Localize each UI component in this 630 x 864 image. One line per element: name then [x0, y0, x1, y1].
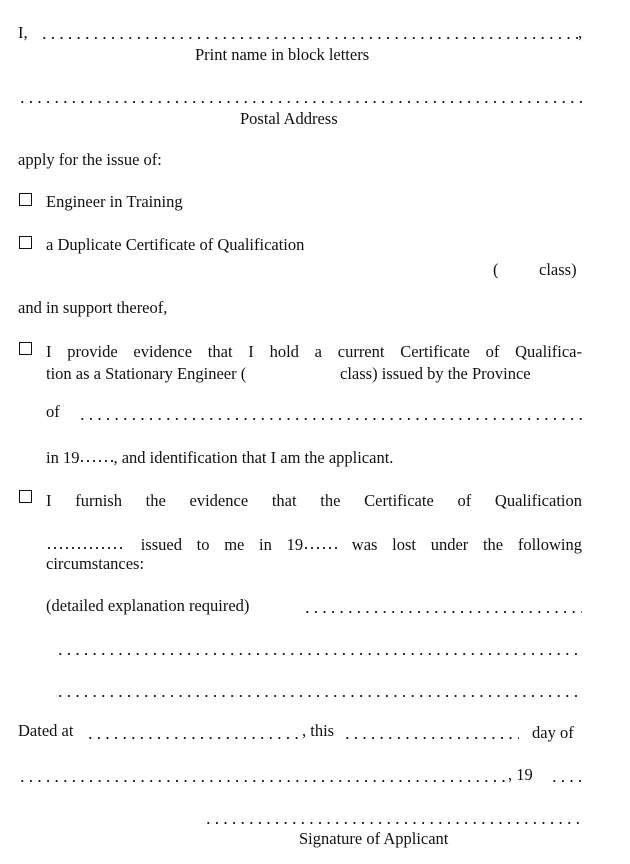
year-19-label: , 19 — [508, 765, 533, 784]
postal-address-field[interactable] — [18, 100, 582, 104]
duplicate-certificate-checkbox[interactable] — [19, 236, 32, 249]
evidence-current-line1: I provide evidence that I hold a current Certificate of Qualifica- — [46, 342, 582, 361]
explanation-label: (detailed explanation required) — [46, 596, 250, 615]
lost-under-text: was lost under the following — [351, 535, 582, 554]
signature-year-field[interactable] — [550, 779, 582, 783]
applicant-prefix: I, — [18, 23, 28, 42]
this-label: , this — [302, 721, 335, 740]
circumstances-label: circumstances: — [46, 554, 145, 573]
class-paren-open: ( — [493, 260, 499, 279]
province-label: of — [46, 402, 60, 421]
signature-field[interactable] — [204, 821, 582, 825]
name-field-end: , — [578, 23, 583, 42]
day-field[interactable] — [343, 736, 519, 740]
lost-issued-text: issued to me in 19 — [140, 535, 304, 554]
year-field[interactable] — [79, 459, 113, 463]
name-field[interactable] — [40, 36, 578, 40]
signature-caption: Signature of Applicant — [299, 829, 449, 848]
day-of-label: day of — [532, 723, 574, 742]
dated-place-field[interactable] — [86, 736, 302, 740]
year-suffix: , and identification that I am the applicant. — [113, 448, 394, 467]
year-prefix: in 19 — [46, 448, 80, 467]
apply-text: apply for the issue of: — [18, 150, 162, 169]
province-field[interactable] — [78, 417, 582, 421]
explanation-field-2[interactable] — [56, 652, 582, 656]
evidence-lost-line2 — [46, 537, 582, 554]
duplicate-certificate-label: a Duplicate Certificate of Qualification — [46, 235, 305, 254]
month-field[interactable] — [18, 779, 508, 783]
evidence-current-line2b: class) issued by the Province — [340, 364, 531, 383]
evidence-current-checkbox[interactable] — [19, 342, 32, 355]
evidence-current-year-line — [46, 450, 393, 467]
support-text: and in support thereof, — [18, 298, 168, 317]
evidence-current-line2a: tion as a Stationary Engineer ( — [46, 364, 247, 383]
class-word: class) — [539, 260, 577, 279]
explanation-field-1[interactable] — [303, 610, 582, 614]
evidence-lost-line1: I furnish the evidence that the Certificate of Qualification — [46, 491, 582, 510]
engineer-in-training-label: Engineer in Training — [46, 192, 183, 211]
explanation-field-3[interactable] — [56, 694, 582, 698]
lost-year-field[interactable] — [303, 546, 337, 550]
certificate-number-field[interactable] — [46, 546, 126, 550]
engineer-in-training-checkbox[interactable] — [19, 193, 32, 206]
dated-at-label: Dated at — [18, 721, 74, 740]
postal-address-caption: Postal Address — [240, 109, 338, 128]
evidence-lost-checkbox[interactable] — [19, 490, 32, 503]
name-caption: Print name in block letters — [195, 45, 370, 64]
